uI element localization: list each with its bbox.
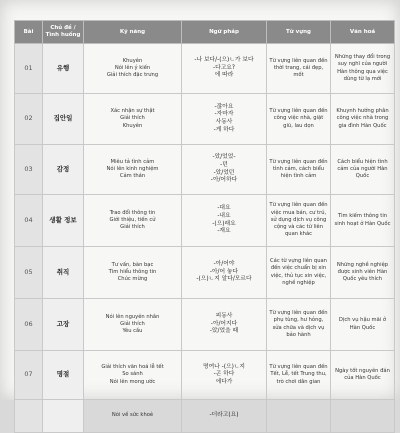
table-row bbox=[15, 195, 395, 247]
vocabulary-cell bbox=[267, 145, 331, 195]
culture-cell bbox=[331, 145, 395, 195]
vocabulary-cell bbox=[267, 44, 331, 94]
lesson-topic: 유행 bbox=[43, 44, 84, 94]
skill-item: Nói lên nguyên nhân bbox=[105, 313, 160, 320]
skill-item: Giải thích bbox=[120, 320, 145, 327]
skills-cell bbox=[84, 94, 182, 145]
lesson-number: 03 bbox=[15, 145, 43, 195]
skill-item: Giải thích bbox=[120, 115, 145, 122]
curriculum-table bbox=[14, 20, 395, 433]
skill-item: Miêu tả tình cảm bbox=[110, 158, 155, 165]
table-row bbox=[15, 44, 395, 94]
grammar-item: -게 하다 bbox=[213, 126, 235, 133]
vocabulary-cell bbox=[267, 94, 331, 145]
vocabulary-text: Từ vựng liên quan đến tình cảm, cách biểu hiện tình cảm bbox=[269, 158, 328, 180]
culture-cell bbox=[331, 247, 395, 299]
header-topic: Chủ đề / Tình huống bbox=[43, 21, 84, 44]
skill-item: Khuyên bbox=[122, 57, 143, 64]
culture-text: Tìm kiếm thông tin sinh hoạt ở Hàn Quốc bbox=[334, 213, 391, 227]
lesson-topic bbox=[43, 400, 84, 433]
table-row bbox=[15, 94, 395, 145]
skill-item: Khuyên bbox=[122, 122, 143, 129]
culture-text: Những thay đổi trong suy nghĩ của người Hàn thông qua việc dùng từ lạ mới bbox=[334, 54, 391, 82]
culture-cell bbox=[331, 44, 395, 94]
grammar-item: -던 bbox=[220, 161, 228, 168]
culture-cell bbox=[331, 400, 395, 433]
vocabulary-cell bbox=[267, 351, 331, 400]
grammar-item: -았/었던 bbox=[213, 169, 235, 176]
vocabulary-text: Các từ vựng liên quan đến việc chuẩn bị xin việc, thủ tục xin việc, nghề nghiệp bbox=[270, 258, 327, 286]
grammar-item: 명여나 -(으)ㄴ지 bbox=[202, 363, 246, 370]
lesson-topic: 감정 bbox=[43, 145, 84, 195]
vocabulary-cell bbox=[267, 299, 331, 351]
skill-item: Nói về sức khoẻ bbox=[111, 412, 154, 419]
grammar-cell bbox=[182, 195, 267, 247]
grammar-item: -아/어지다 bbox=[210, 320, 238, 327]
table-row bbox=[15, 351, 395, 400]
culture-cell bbox=[331, 195, 395, 247]
skills-cell bbox=[84, 145, 182, 195]
grammar-cell bbox=[182, 299, 267, 351]
grammar-item: -았/었었- bbox=[212, 154, 236, 161]
lesson-number bbox=[15, 400, 43, 433]
header-vocabulary: Từ vựng bbox=[267, 21, 331, 44]
grammar-item: 사동사 bbox=[215, 119, 233, 125]
grammar-item: -잖아요 bbox=[214, 103, 234, 110]
grammar-item: -아/어야 bbox=[213, 261, 235, 268]
grammar-item: -더라고(요) bbox=[209, 412, 239, 419]
skill-item: Tư vấn, bàn bạc bbox=[111, 261, 154, 268]
lesson-number: 06 bbox=[15, 299, 43, 351]
lesson-topic: 집안일 bbox=[43, 94, 84, 145]
skills-cell bbox=[84, 44, 182, 94]
skill-item: So sánh bbox=[122, 371, 143, 378]
grammar-item: 에 따라 bbox=[214, 72, 234, 79]
grammar-item: -재요 bbox=[217, 228, 231, 235]
skill-item: Nói lên mong ước bbox=[109, 378, 156, 385]
grammar-item: -(으)래요 bbox=[212, 220, 236, 227]
skills-cell bbox=[84, 247, 182, 299]
grammar-item: -대요 bbox=[217, 205, 231, 212]
grammar-item: -자마자 bbox=[214, 111, 234, 118]
grammar-cell bbox=[182, 44, 267, 94]
grammar-cell bbox=[182, 247, 267, 299]
table-row bbox=[15, 145, 395, 195]
table-row bbox=[15, 247, 395, 299]
grammar-cell bbox=[182, 400, 267, 433]
lesson-number: 07 bbox=[15, 351, 43, 400]
grammar-item: -나 보다/-(으)ㄴ가 보다 bbox=[194, 57, 254, 64]
lesson-topic: 생활 정보 bbox=[43, 195, 84, 247]
culture-text: Những nghề nghiệp được sinh viên Hàn Quốc yêu thích bbox=[336, 261, 389, 283]
vocabulary-text: Từ vựng liên quan đến công việc nhà, giặt giũ, lau dọn bbox=[269, 108, 328, 129]
skill-item: Xác nhận sự thật bbox=[110, 108, 155, 115]
grammar-item: -(으)ㄴ지 알다/모르다 bbox=[196, 276, 252, 283]
grammar-item: -곤 하다 bbox=[213, 371, 235, 378]
culture-text: Dịch vụ hậu mãi ở Hàn Quốc bbox=[338, 317, 387, 331]
skill-item: Nói lên kinh nghiệm bbox=[106, 165, 159, 172]
culture-text: Cách biểu hiện tình cảm của người Hàn Quốc bbox=[337, 158, 388, 180]
vocabulary-text: Từ vựng liên quan đến phụ tùng, hư hỏng, sửa chữa và dịch vụ bảo hành bbox=[269, 310, 328, 338]
lesson-topic: 취직 bbox=[43, 247, 84, 299]
vocabulary-cell bbox=[267, 400, 331, 433]
vocabulary-cell bbox=[267, 247, 331, 299]
header-culture: Văn hoá bbox=[331, 21, 395, 44]
skill-item: Tìm hiểu thông tin bbox=[108, 268, 157, 275]
vocabulary-cell bbox=[267, 195, 331, 247]
header-grammar: Ngữ pháp bbox=[182, 21, 267, 44]
skill-item: Giải thích văn hoá lễ tết bbox=[101, 364, 164, 371]
culture-text: Khuynh hướng phân công việc nhà trong gia đình Hàn Quốc bbox=[336, 108, 389, 129]
skill-item: Yêu cầu bbox=[122, 328, 143, 335]
skills-cell bbox=[84, 195, 182, 247]
lesson-topic: 고장 bbox=[43, 299, 84, 351]
grammar-cell bbox=[182, 145, 267, 195]
skills-cell bbox=[84, 299, 182, 351]
culture-cell bbox=[331, 94, 395, 145]
skills-cell bbox=[84, 400, 182, 433]
grammar-item: -아/어 놓다 bbox=[209, 268, 239, 275]
skill-item: Giải thích đặc trưng bbox=[106, 72, 159, 79]
skill-item: Nói lên ý kiến bbox=[114, 64, 151, 71]
skills-cell bbox=[84, 351, 182, 400]
lesson-number: 01 bbox=[15, 44, 43, 94]
culture-cell bbox=[331, 299, 395, 351]
grammar-item: -아/어하다 bbox=[210, 177, 238, 184]
vocabulary-text: Từ vựng liên quan đến việc mua bán, cư trú, sử dụng dịch vụ công cộng và các từ liên quan khác bbox=[269, 202, 328, 238]
skill-item: Giải thích bbox=[120, 224, 145, 231]
culture-text: Ngày tốt nguyên đán của Hàn Quốc bbox=[335, 367, 390, 381]
vocabulary-text: Từ vựng liên quan đến Tết, Lễ, tết Trung thu, trò chơi dân gian bbox=[269, 364, 328, 385]
skill-item: Chúc mừng bbox=[117, 276, 148, 283]
grammar-item: 피동사 bbox=[215, 313, 233, 320]
skill-item: Cảm thán bbox=[119, 173, 146, 180]
grammar-item: -다고요? bbox=[213, 64, 235, 71]
culture-cell bbox=[331, 351, 395, 400]
header-skills: Kỹ năng bbox=[84, 21, 182, 44]
lesson-number: 02 bbox=[15, 94, 43, 145]
grammar-cell bbox=[182, 351, 267, 400]
grammar-item: 에다가 bbox=[215, 378, 233, 385]
lesson-number: 05 bbox=[15, 247, 43, 299]
table-row bbox=[15, 299, 395, 351]
grammar-item: -았/었을 때 bbox=[209, 328, 239, 335]
grammar-cell bbox=[182, 94, 267, 145]
table-row bbox=[15, 400, 395, 433]
grammar-item: -내요 bbox=[217, 212, 231, 219]
header-lesson: Bài bbox=[15, 21, 43, 44]
skill-item: Trao đổi thông tin bbox=[109, 209, 156, 216]
vocabulary-text: Từ vựng liên quan đến thời trang, cái đẹp, mốt bbox=[269, 57, 328, 79]
lesson-number: 04 bbox=[15, 195, 43, 247]
lesson-topic: 명절 bbox=[43, 351, 84, 400]
skill-item: Giới thiệu, tiến cử bbox=[109, 216, 156, 223]
table-header-row bbox=[15, 21, 395, 44]
